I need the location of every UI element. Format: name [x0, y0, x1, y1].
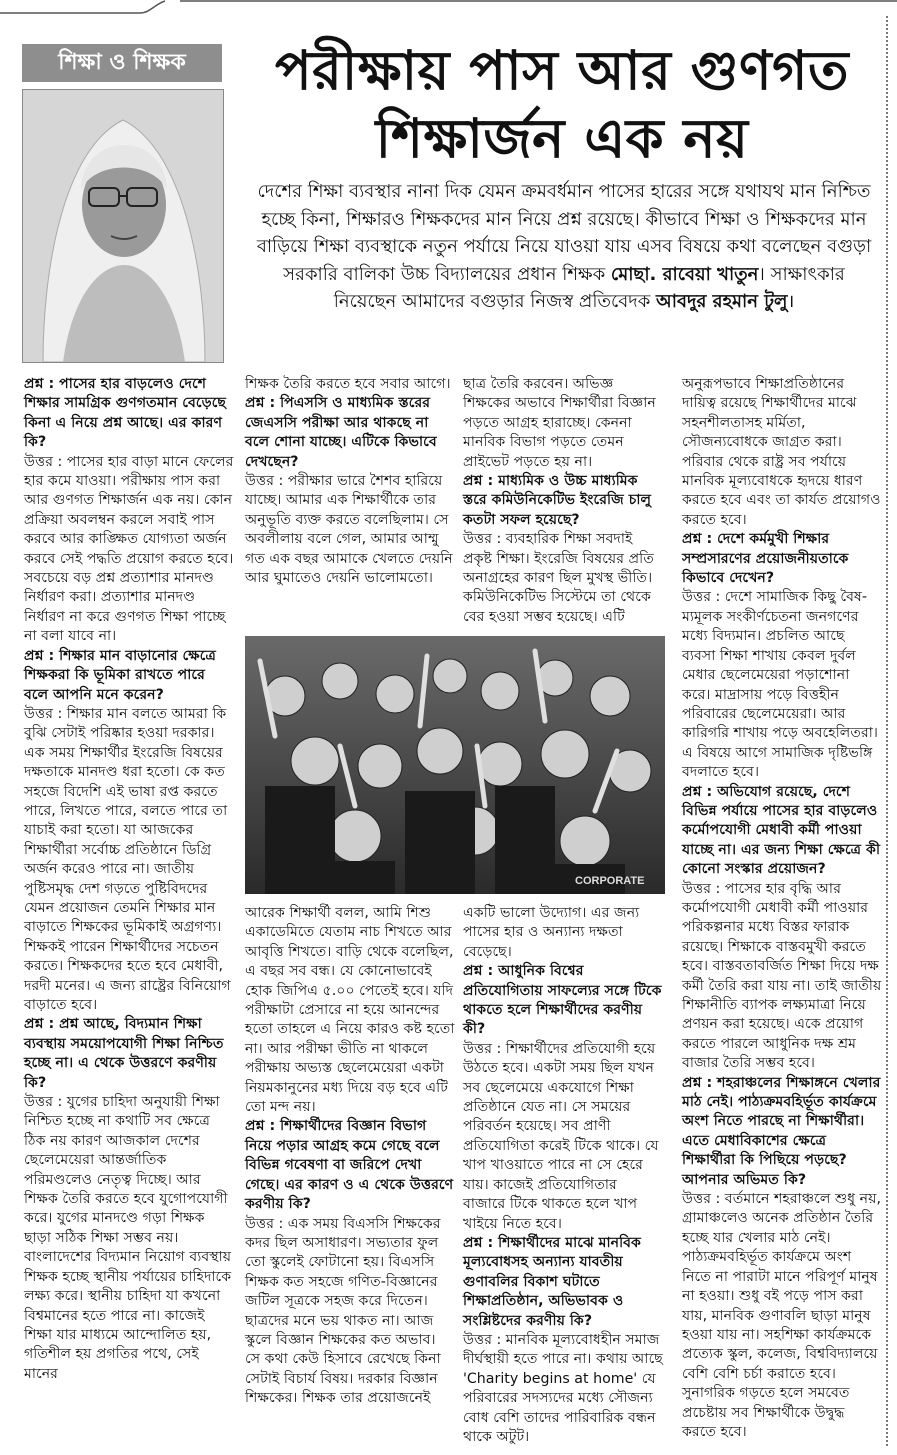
answer-text: উত্তর : শিক্ষার মান বলতে আমরা কি বুঝি সেটাই পরিষ্কার হওয়া দরকার। এক সময় শিক্ষার্থীর ইংরেজি বিষয়ের দক্ষতাকে মানদণ্ড ধরা হতো। কে কত সহজে বিদেশি এই ভাষা রপ্ত করতে পারে, লিখতে পারে, বলতে পারে তা যাচাই করা হতো। যা আজকের শিক্ষার্থীরা সর্বোচ্চ প্রতিষ্ঠানে ডিগ্রি অর্জন করেও পারে না। জাতীয় পুষ্টিসমৃদ্ধ দেশ গড়তে পুষ্টিবিদদের যেমন প্রয়োজন তেমনি শিক্ষার মান বাড়াতে শিক্ষকের ভূমিকাই অগ্রগণ্য। শিক্ষকই পারেন শিক্ষার্থীদের সচেতন করতে। শিক্ষকদের হতে হবে মেধাবী, দরদী মনের। এ জন্য রাষ্ট্রের বিনিয়োগ বাড়াতে হবে। — [24, 705, 231, 1013]
question-text: প্রশ্ন : প্রশ্ন আছে, বিদ্যমান শিক্ষা ব্যবস্থায় সময়োপযোগী শিক্ষা নিশ্চিত হচ্ছে না। এ থেকে উত্তরণে করণীয় কি? — [24, 1016, 224, 1091]
answer-text: উত্তর : মানবিক মূল্যবোধহীন সমাজ দীর্ঘস্থায়ী হতে পারে না। কথায় আছে 'Charity begins at home' যে পরিবারের সদস্যদের মধ্যে সৌজন্য বোধ বেশি তাদের পারিবারিক বন্ধন থাকে অটুট। — [463, 1331, 663, 1445]
intro-mid: । সাক্ষাৎকার নিয়েছেন আমাদের বগুড়ার নিজস্ব প্রতিবেদক — [333, 263, 845, 312]
question-text: প্রশ্ন : শিক্ষার মান বাড়ানোর ক্ষেত্রে শিক্ষকরা কি ভূমিকা রাখতে পারে বলে আপনি মনে করেন? — [24, 647, 216, 703]
top-rule — [0, 0, 897, 16]
column-2-top — [245, 375, 455, 588]
interviewer-name: আবদুর রহমান টুলু — [656, 291, 788, 312]
question-text: প্রশ্ন : আধুনিক বিশ্বের প্রতিযোগিতায় সাফল্যের সঙ্গে টিকে থাকতে হলে শিক্ষার্থীদের করণীয় কী? — [463, 963, 662, 1038]
column-4 — [682, 375, 882, 1442]
author-portrait — [22, 89, 224, 363]
dotted-divider — [886, 16, 888, 1446]
question-text: প্রশ্ন : মাধ্যমিক ও উচ্চ মাধ্যমিক স্তরে কমিউনিকেটিভ ইংরেজি চালু কতটা সফল হয়েছে? — [463, 473, 652, 528]
answer-text: একটি ভালো উদ্যোগ। এর জন্য পাসের হার ও অন্যান্য দক্ষতা বেড়েছে। — [463, 905, 640, 960]
intro-text: দেশের শিক্ষা ব্যবস্থার নানা দিক যেমন ক্রমবর্ধমান পাসের হারের সঙ্গে যথাযথ মান নিশ্চিত হচ্ছে কিনা, শিক্ষারও শিক্ষকদের মান নিয়ে প্রশ্ন রয়েছে। কীভাবে শিক্ষা ও শিক্ষকদের মান বাড়িয়ে শিক্ষা ব্যবস্থাকে নতুন পর্যায়ে নিয়ে যাওয়া যায় এসব বিষয়ে কথা বলেছেন বগুড়া সরকারি বালিকা উচ্চ বিদ্যালয়ের প্রধান শিক্ষক — [256, 181, 872, 285]
answer-text: ছাত্র তৈরি করবেন। অভিজ্ঞ শিক্ষকের অভাবে শিক্ষার্থীরা বিজ্ঞান পড়তে আগ্রহ হারাচ্ছে। কেননা মানবিক বিভাগ পড়তে তেমন প্রাইভেট পড়তে হয় না। — [463, 376, 656, 470]
answer-text: উত্তর : ব্যবহারিক শিক্ষা সবদাই প্রকৃষ্ট শিক্ষা। ইংরেজি বিষয়ের প্রতি অনাগ্রহের কারণ ছিল মুখস্থ ভীতি। কমিউনিকেটিভ সিস্টেমে তা থেকে বের হওয়া সম্ভব হয়েছে। এটি — [463, 531, 654, 625]
headline-line-1: পরীক্ষায় পাস আর গুণগত — [274, 38, 850, 102]
headline — [252, 36, 872, 172]
column-3-bottom — [463, 904, 663, 1447]
intro-end: । — [787, 291, 795, 312]
answer-text: উত্তর : শিক্ষার্থীদের প্রতিযোগী হয়ে উঠতে হবে। একটা সময় ছিল যখন সব ছেলেমেয়ে একযোগে শিক্ষা প্রতিষ্ঠানে যেত না। সে সময়ের পরিবর্তন হয়েছে। সব প্রাণী প্রতিযোগিতা করেই টিকে থাকে। যে খাপ খাওয়াতে পারে না সে হেরে যায়। কাজেই প্রতিযোগিতার বাজারে টিকে থাকতে হলে খাপ খাইয়ে নিতে হবে। — [463, 1040, 659, 1232]
answer-text: উত্তর : পরীক্ষার ভারে শৈশব হারিয়ে যাচ্ছে। আমার এক শিক্ষার্থীকে তার অনুভূতি ব্যক্ত করতে বলেছিলাম। সে অবলীলায় বলে গেল, আমার আম্মু গত এক বছর আমাকে খেলতে দেয়নি আর ঘুমাতেও দেয়নি ভালোমতো। — [245, 473, 453, 587]
question-text: প্রশ্ন : দেশে কর্মমুখী শিক্ষার সম্প্রসারণের প্রয়োজনীয়তাকে কিভাবে দেখেন? — [682, 531, 849, 587]
answer-text: উত্তর : যুগের চাহিদা অনুযায়ী শিক্ষা নিশ্চিত হচ্ছে না কথাটি সব ক্ষেত্রে ঠিক নয় কারণ আজকাল দেশের ছেলেমেয়েরা আন্তর্জাতিক পরিমণ্ডলেও নেতৃত্ব দিচ্ছে। আর শিক্ষক তৈরি করতে হবে যুগোপযোগী করে। যুগের মানদণ্ডে গড়া শিক্ষক ছাড়া সঠিক শিক্ষা সম্ভব নয়। বাংলাদেশের বিদ্যমান নিয়োগ ব্যবস্থায় শিক্ষক হচ্ছে স্থানীয় পর্যায়ের চাহিদাকে লক্ষ্য করে। স্থানীয় চাহিদা যা কখনো বিশ্বমানের হতে পারে না। কাজেই শিক্ষা যার মাধ্যমে আন্দোলিত হয়, গতিশীল হয় প্রগতির পথে, সেই মানের — [24, 1094, 232, 1382]
question-text: প্রশ্ন : শিক্ষার্থীদের বিজ্ঞান বিভাগ নিয়ে পড়ার আগ্রহ কমে গেছে বলে বিভিন্ন গবেষণা বা জরিপে দেখা গেছে। এর কারণ ও এ থেকে উত্তরণে করণীয় কি? — [245, 1118, 454, 1213]
headline-line-2: শিক্ষার্জন এক নয় — [375, 106, 749, 170]
column-3-top — [463, 375, 663, 627]
interviewee-name: মোছা. রাবেয়া খাতুন — [610, 263, 759, 285]
answer-text: শিক্ষক তৈরি করতে হবে সবার আগে। — [245, 376, 451, 392]
intro-paragraph — [250, 178, 878, 316]
question-text: প্রশ্ন : পিএসসি ও মাধ্যমিক স্তরের জেএসসি পরীক্ষা আর থাকছে না বলে শোনা যাচ্ছে। এটিকে কিভাবে দেখছেন? — [245, 395, 437, 470]
section-label: শিক্ষা ও শিক্ষক — [22, 44, 222, 82]
question-text: প্রশ্ন : শিক্ষার্থীদের মাঝে মানবিক মূল্যবোধসহ অন্যান্য যাবতীয় গুণাবলির বিকাশ ঘটাতে শিক্ষাপ্রতিষ্ঠান, অভিভাবক ও সংশ্লিষ্টদের করণীয় কি? — [463, 1234, 641, 1329]
photo-tshirt-print: CORPORATE — [575, 875, 645, 887]
answer-text: উত্তর : বর্তমানে শহরাঞ্চলে শুধু নয়, গ্রামাঞ্চলেও অনেক প্রতিষ্ঠান তৈরি হচ্ছে যার খেলার মাঠ নেই। পাঠ্যক্রমবহির্ভূত কার্যক্রমে অংশ নিতে না পারাটা মানে পরিপূর্ণ মানুষ না হওয়া। শুধু বই পড়ে পাস করা যায়, মানবিক গুণাবলি ছাড়া মানুষ হওয়া যায় না। সহশিক্ষা কার্যক্রমকে প্রত্যেক স্কুল, কলেজ, বিশ্ববিদ্যালয়ে বেশি বেশি চর্চা করাতে হবে। সুনাগরিক গড়তে হলে সমবেত প্রচেষ্টায় সব শিক্ষার্থীকে উদ্বুদ্ধ করতে হবে। — [682, 1191, 881, 1440]
question-text: প্রশ্ন : পাসের হার বাড়লেও দেশে শিক্ষার সামগ্রিক গুণগতমান বেড়েছে কিনা এ নিয়ে প্রশ্ন আছে। এর কারণ কি? — [24, 376, 227, 451]
answer-text: উত্তর : পাসের হার বৃদ্ধি আর কর্মোপযোগী মেধাবী কর্মী পাওয়ার পরিকল্পনার মধ্যে বিস্তর ফারাক রয়েছে। শিক্ষাকে বাস্তবমুখী করতে হবে। বাস্তবতাবর্জিত শিক্ষা দিয়ে দক্ষ কর্মী তৈরি করা যায় না। তাই জাতীয় শিক্ষানীতি ব্যাপক লক্ষ্যমাত্রা নিয়ে প্রণয়ন করা হয়েছে। একে প্রয়োগ করতে পারলে আধুনিক দক্ষ শ্রম বাজার তৈরি সম্ভব হবে। — [682, 880, 882, 1072]
students-celebrating-photo — [245, 636, 665, 894]
question-text: প্রশ্ন : অভিযোগ রয়েছে, দেশে বিভিন্ন পর্যায়ে পাসের হার বাড়লেও কর্মোপযোগী মেধাবী কর্মী পাওয়া যাচ্ছে না। এর জন্য শিক্ষা ক্ষেত্রে কী কোনো সংস্কার প্রয়োজন? — [682, 783, 881, 878]
column-1 — [24, 375, 234, 1384]
answer-text: অনুরূপভাবে শিক্ষাপ্রতিষ্ঠানের দায়িত্ব রয়েছে শিক্ষার্থীদের মাঝে সহনশীলতাসহ মর্মিতা, সৌজন্যবোধকে জাগ্রত করা। পরিবার থেকে রাষ্ট্র সব পর্যায়ে মানবিক মূল্যবোধকে হৃদয়ে ধারণ করতে হবে এবং তা কার্যত প্রয়োগও করতে হবে। — [682, 376, 881, 528]
answer-text: উত্তর : পাসের হার বাড়া মানে ফেলের হার কমে যাওয়া। পরীক্ষায় পাস করা আর গুণগত শিক্ষার্জন এক নয়। কোন প্রক্রিয়া অবলম্বন করলে সবাই পাস করবে আর কাঙ্ক্ষিত যোগ্যতা অর্জন করবে সেই পদ্ধতি প্রয়োগ করতে হবে। সবচেয়ে বড় প্রশ্ন প্রত্যাশার মানদণ্ড নির্ধারণ করা। প্রত্যাশার মানদণ্ড নির্ধারণ না করে গুণগত শিক্ষা পাচ্ছে না বলা যাবে না। — [24, 453, 234, 645]
answer-text: উত্তর : দেশে সামাজিক কিছু বৈষ-ম্যমূলক সংকীর্ণচেতনা জনগণের মধ্যে বিদ্যমান। প্রচলিত আছে ব্যবসা শিক্ষা শাখায় কেবল দুর্বল মেধার ছেলেমেয়েরা পড়াশোনা করে। মাদ্রাসায় পড়ে বিত্তহীন পরিবারের ছেলেমেয়েরা। আর কারিগরি শাখায় পড়ে অবহেলিতরা। এ বিষয়ে আগে সামাজিক দৃষ্টিভঙ্গি বদলাতে হবে। — [682, 589, 878, 781]
column-2-bottom — [245, 904, 455, 1409]
answer-text: আরেক শিক্ষার্থী বলল, আমি শিশু একাডেমিতে যেতাম নাচ শিখতে আর আবৃত্তি শিখতে। বাড়ি থেকে বলেছিল, এ বছর সব বন্ধ। যে কোনোভাবেই হোক জিপিএ ৫.০০ পেতেই হবে। যদি পরীক্ষাটা প্রেসারে না হয়ে আনন্দের হতো তাহলে এ নিয়ে কারও কষ্ট হতো না। আর পরীক্ষা ভীতি না থাকলে পরীক্ষায় অভ্যস্ত ছেলেমেয়েরা একটা নিয়মকানুনের মধ্য দিয়ে বড় হবে এটি তো মন্দ নয়। — [245, 905, 455, 1116]
question-text: প্রশ্ন : শহরাঞ্চলের শিক্ষাঙ্গনে খেলার মাঠ নেই। পাঠ্যক্রমবহির্ভূত কার্যক্রমে অংশ নিতে পারছে না শিক্ষার্থীরা। এতে মেধাবিকাশের ক্ষেত্রে শিক্ষার্থীরা কি পিছিয়ে পড়ছে? আপনার অভিমত কি? — [682, 1074, 881, 1188]
answer-text: উত্তর : এক সময় বিএসসি শিক্ষকের কদর ছিল অসাধারণ। সভ্যতার ফুল তো স্কুলেই ফোটানো হয়। বিএসসি শিক্ষক কত সহজে গণিত-বিজ্ঞানের জটিল সূত্রকে সহজ করে দিতেন। ছাত্রদের মনে ভয় থাকত না। আজ স্কুলে বিজ্ঞান শিক্ষকের কত অভাব। সে কথা কেউ হিসাবে রেখেছে কিনা সেটাই বিচার্য বিষয়। দরকার বিজ্ঞান শিক্ষকের। শিক্ষক তার প্রয়োজনেই — [245, 1215, 441, 1407]
